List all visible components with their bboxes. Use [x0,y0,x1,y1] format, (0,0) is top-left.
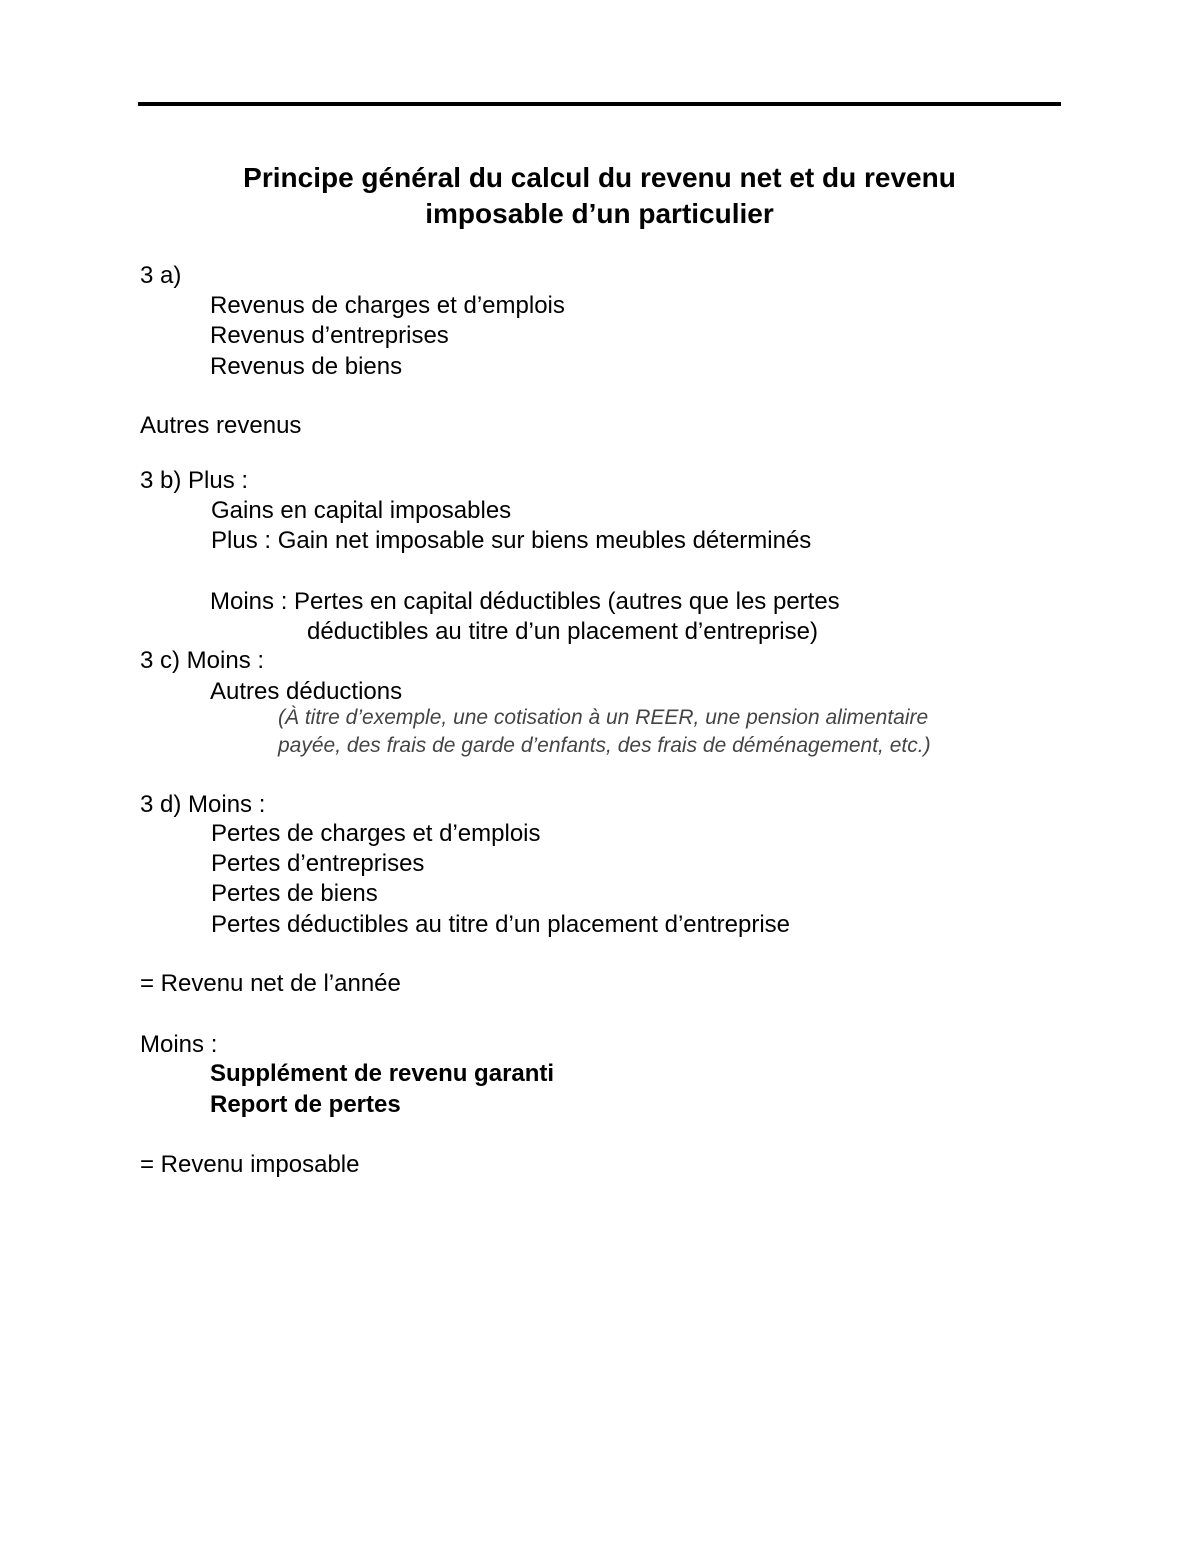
autres-revenus: Autres revenus [140,412,302,439]
revenu-net-line: = Revenu net de l’année [140,970,401,997]
final-moins-item: Supplément de revenu garanti [210,1060,555,1087]
section-3c-label: 3 c) Moins : [140,647,265,674]
section-3b-item: Plus : Gain net imposable sur biens meubles déterminés [211,527,812,554]
final-moins-item: Report de pertes [210,1091,401,1118]
section-3d-item: Pertes de charges et d’emplois [211,820,541,847]
section-3a-label: 3 a) [140,262,182,289]
section-3d-label: 3 d) Moins : [140,791,266,818]
section-3a-item: Revenus de charges et d’emplois [210,292,565,319]
section-3d-item: Pertes d’entreprises [211,850,425,877]
title-line-1: Principe général du calcul du revenu net et du revenu [243,162,956,193]
title-line-2: imposable d’un particulier [425,198,774,229]
section-3b-moins-line-2: déductibles au titre d’un placement d’entreprise) [307,618,818,645]
document-title [138,160,1061,232]
section-3b-label: 3 b) Plus : [140,467,249,494]
top-horizontal-rule [138,102,1061,106]
revenu-imposable-line: = Revenu imposable [140,1151,360,1178]
section-3d-item: Pertes déductibles au titre d’un placement d’entreprise [211,911,790,938]
section-3a-item: Revenus d’entreprises [210,322,449,349]
section-3c-note-line-2: payée, des frais de garde d’enfants, des frais de déménagement, etc.) [278,734,931,757]
section-3b-moins-line-1: Moins : Pertes en capital déductibles (autres que les pertes [210,588,840,615]
section-3d-item: Pertes de biens [211,880,378,907]
section-3c-item: Autres déductions [210,678,403,705]
section-3c-note-line-1: (À titre d’exemple, une cotisation à un REER, une pension alimentaire [278,706,929,729]
section-3b-item: Gains en capital imposables [211,497,512,524]
final-moins-label: Moins : [140,1031,218,1058]
section-3a-item: Revenus de biens [210,353,403,380]
